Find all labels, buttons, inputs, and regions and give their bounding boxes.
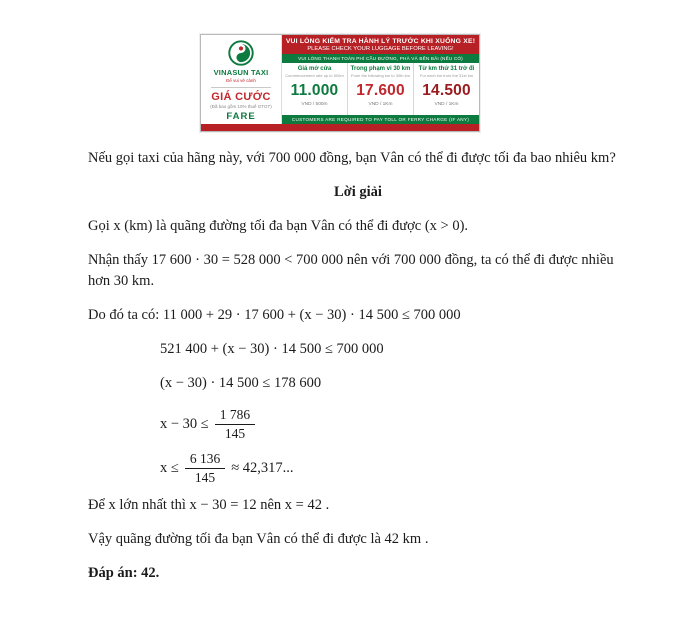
- vinasun-fare-card: [200, 34, 480, 132]
- fare-col-unit: VND / 500m: [301, 102, 328, 107]
- question-text: Nếu gọi taxi của hãng này, với 700 000 đồng, bạn Vân có thể đi được tối đa bao nhiêu km?: [88, 150, 616, 166]
- fare-col-unit: VND / 1Km: [434, 102, 459, 107]
- warning-line-en: PLEASE CHECK YOUR LUGGAGE BEFORE LEAVING!: [307, 46, 454, 52]
- equation-4-right: ≈ 42,317...: [231, 459, 294, 476]
- final-answer: Đáp án: 42.: [88, 565, 160, 582]
- fare-subtitle: (Đã bao gồm 10% thuế GTGT): [210, 104, 272, 109]
- solution-step-1: Gọi x (km) là quãng đường tối đa bạn Vân có thể đi được (x > 0).: [88, 218, 469, 235]
- fraction-numerator: 1 786: [215, 407, 255, 425]
- fare-col-unit: VND / 1Km: [368, 102, 393, 107]
- fraction-denominator: 145: [194, 469, 216, 485]
- card-bottom-red-bar: [201, 124, 479, 131]
- fare-card-detail-panel: [281, 35, 479, 124]
- equation-3: [160, 407, 628, 441]
- fraction-denominator: 145: [224, 425, 246, 441]
- vinasun-logo-icon: [228, 40, 254, 66]
- fare-col-title: Trong phạm vi 30 km: [350, 66, 411, 72]
- fare-col-title: Từ km thứ 31 trở đi: [418, 66, 475, 72]
- warning-line-vi: VUI LÒNG KIỂM TRA HÀNH LÝ TRƯỚC KHI XUỐNG XE!: [285, 38, 476, 45]
- fare-col-opening: [282, 63, 348, 115]
- fraction-6136-145: [185, 451, 225, 485]
- equation-3-left: x − 30 ≤: [160, 415, 209, 432]
- fare-title: GIÁ CƯỚC: [211, 91, 271, 103]
- equation-4-left: x ≤: [160, 459, 179, 476]
- fare-col-value: 14.500: [422, 82, 471, 99]
- solution-body: [0, 132, 680, 584]
- equation-1: 521 400 + (x − 30) · 14 500 ≤ 700 000: [160, 341, 384, 358]
- fare-col-subtitle: For each km from the 31st km: [419, 73, 474, 78]
- fare-col-value: 11.000: [290, 82, 339, 99]
- brand-divider: [211, 87, 271, 88]
- fare-card-main: [201, 35, 479, 124]
- solution-step-2: Nhận thấy 17 600 · 30 = 528 000 < 700 000 nên với 700 000 đồng, ta có thể đi được nhiều hơn 30 km.: [88, 252, 614, 290]
- equation-2: (x − 30) · 14 500 ≤ 178 600: [160, 375, 322, 392]
- fare-col-value: 17.600: [356, 82, 405, 99]
- solution-step-3: Do đó ta có: 11 000 + 29 · 17 600 + (x − 30) · 14 500 ≤ 700 000: [88, 307, 461, 324]
- fare-col-within-30km: [348, 63, 414, 115]
- equation-4: [160, 451, 628, 485]
- fare-col-subtitle: From the following km to 30th km: [351, 73, 410, 78]
- solution-conclusion: Vậy quãng đường tối đa bạn Vân có thể đi được là 42 km .: [88, 531, 429, 548]
- luggage-warning-banner: [282, 35, 479, 54]
- solution-heading: Lời giải: [334, 184, 382, 201]
- toll-notice-vi: VUI LÒNG THANH TOÁN PHÍ CẦU ĐƯỜNG, PHÀ VÀ BẾN BÃI (NẾU CÓ): [282, 54, 479, 63]
- solution-step-4: Để x lớn nhất thì x − 30 = 12 nên x = 42 .: [88, 497, 330, 514]
- brand-tagline: Để vui vẻ cảnh: [226, 78, 256, 83]
- fraction-1786-145: [215, 407, 255, 441]
- fare-col-from-31km: [414, 63, 479, 115]
- toll-notice-en: CUSTOMERS ARE REQUIRED TO PAY TOLL OR FERRY CHARGE (IF ANY): [282, 115, 479, 124]
- brand-name: VINASUN TAXI: [213, 68, 269, 77]
- fare-card-brand-panel: [201, 35, 281, 124]
- fare-col-subtitle: Commencement rate up to 500m: [285, 73, 344, 78]
- fraction-numerator: 6 136: [185, 451, 225, 469]
- fare-columns: [282, 63, 479, 115]
- fare-title-english: FARE: [226, 111, 256, 122]
- fare-col-title: Giá mở cửa: [297, 66, 332, 72]
